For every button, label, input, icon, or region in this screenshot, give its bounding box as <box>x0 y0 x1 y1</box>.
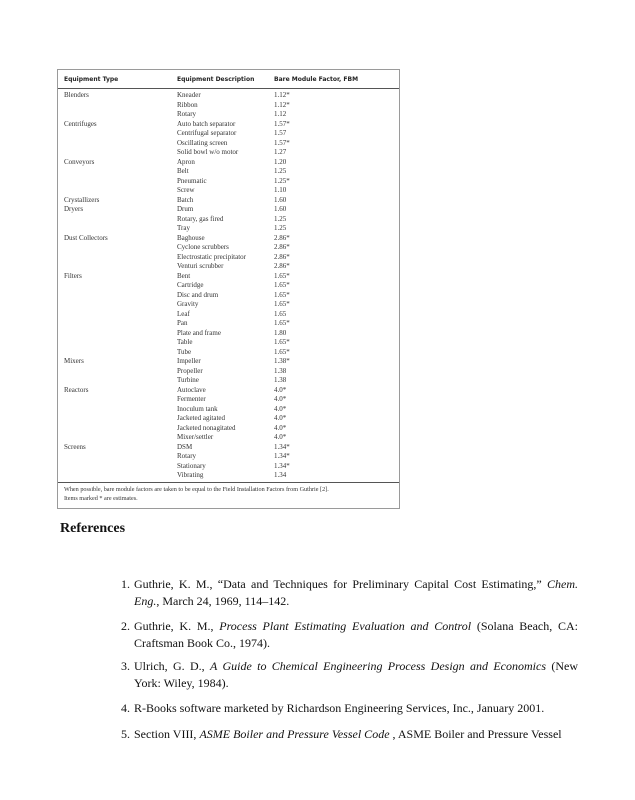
cell-equipment-description: Baghouse <box>177 233 205 242</box>
cell-equipment-description: Solid bowl w/o motor <box>177 148 239 156</box>
table-row <box>58 319 399 329</box>
table-row <box>58 376 399 386</box>
reference-item <box>121 700 578 717</box>
cell-equipment-description: Oscillating screen <box>177 138 228 147</box>
table-row <box>58 395 399 405</box>
cell-bare-module-factor: 1.65* <box>274 290 290 299</box>
table-row <box>58 91 399 101</box>
cell-equipment-type: Screens <box>64 442 86 451</box>
reference-title-italic: A Guide to Chemical Engineering Process Design and Economics <box>210 659 547 673</box>
table-row <box>58 101 399 111</box>
table-footnote <box>58 482 399 503</box>
cell-bare-module-factor: 1.12* <box>274 100 290 109</box>
reference-item <box>121 618 578 652</box>
cell-equipment-description: Autoclave <box>177 385 206 394</box>
reference-text-part: Section VIII, <box>134 727 200 741</box>
reference-text <box>121 576 578 610</box>
table-row <box>58 243 399 253</box>
table-row <box>58 433 399 443</box>
table-row <box>58 462 399 472</box>
cell-equipment-description: Auto batch separator <box>177 119 236 128</box>
table-row <box>58 424 399 434</box>
table-row <box>58 443 399 453</box>
cell-bare-module-factor: 1.25 <box>274 224 287 232</box>
cell-bare-module-factor: 1.34 <box>274 471 287 479</box>
cell-bare-module-factor: 1.80 <box>274 328 287 337</box>
table-row <box>58 471 399 481</box>
table-row <box>58 272 399 282</box>
cell-equipment-description: Electrostatic precipitator <box>177 252 246 261</box>
cell-bare-module-factor: 2.86* <box>274 252 290 261</box>
table-row <box>58 167 399 177</box>
cell-equipment-description: Drum <box>177 205 194 213</box>
cell-bare-module-factor: 1.65* <box>274 300 290 308</box>
cell-bare-module-factor: 4.0* <box>274 404 287 413</box>
cell-equipment-description: Inoculum tank <box>177 404 218 413</box>
cell-equipment-type: Crystallizers <box>64 195 100 204</box>
cell-bare-module-factor: 1.57* <box>274 138 290 147</box>
table-row <box>58 310 399 320</box>
cell-equipment-description: Cartridge <box>177 281 204 289</box>
cell-equipment-type: Filters <box>64 271 82 280</box>
cell-equipment-description: Bent <box>177 271 191 280</box>
table-row <box>58 139 399 149</box>
cell-equipment-description: Vibrating <box>177 471 204 479</box>
cell-equipment-description: Ribbon <box>177 100 198 109</box>
cell-bare-module-factor: 4.0* <box>274 433 287 441</box>
cell-equipment-type: Centrifuges <box>64 119 97 128</box>
header-equipment-type: Equipment Type <box>64 76 119 83</box>
footnote-line: When possible, bare module factors are taken to be equal to the Field Installation Factors from Guthrie [2]. <box>64 486 329 493</box>
table-row <box>58 357 399 367</box>
cell-bare-module-factor: 1.65* <box>274 347 290 356</box>
table-row <box>58 129 399 139</box>
table-row <box>58 329 399 339</box>
cell-equipment-type: Blenders <box>64 91 89 99</box>
cell-equipment-description: Plate and frame <box>177 328 221 337</box>
table-row <box>58 110 399 120</box>
table-row <box>58 386 399 396</box>
cell-equipment-description: Tube <box>177 347 192 356</box>
cell-bare-module-factor: 1.65* <box>274 281 290 289</box>
table-row <box>58 148 399 158</box>
reference-text <box>121 658 578 692</box>
table-row <box>58 224 399 234</box>
cell-bare-module-factor: 1.38 <box>274 366 287 375</box>
cell-equipment-description: Screw <box>177 186 195 194</box>
cell-bare-module-factor: 1.10 <box>274 186 287 194</box>
cell-equipment-description: Turbine <box>177 376 199 384</box>
cell-bare-module-factor: 1.38* <box>274 357 290 365</box>
reference-text-part: (Solana Beach, CA: Craftsman Book Co., 1974). <box>134 619 578 650</box>
reference-title-italic: Process Plant Estimating Evaluation and Control <box>219 619 472 633</box>
table-row <box>58 338 399 348</box>
table-row <box>58 177 399 187</box>
reference-text-part: R-Books software marketed by Richardson Engineering Services, Inc., January 2001. <box>134 701 545 715</box>
cell-equipment-type: Mixers <box>64 357 84 365</box>
table-body <box>58 91 399 481</box>
cell-equipment-description: Stationary <box>177 461 206 470</box>
cell-bare-module-factor: 1.12 <box>274 110 287 118</box>
cell-equipment-description: Gravity <box>177 300 199 308</box>
reference-text-part: , March 24, 1969, 114–142. <box>156 594 290 608</box>
reference-text-part: Guthrie, K. M., <box>134 619 220 633</box>
reference-title-italic: Chem. Eng. <box>134 577 578 608</box>
cell-equipment-description: Kneader <box>177 91 201 99</box>
cell-equipment-description: Centrifugal separator <box>177 129 237 137</box>
cell-equipment-description: Tray <box>177 224 190 232</box>
reference-text <box>121 618 578 652</box>
reference-item <box>121 726 578 743</box>
table-row <box>58 120 399 130</box>
cell-bare-module-factor: 1.38 <box>274 376 287 384</box>
table-row <box>58 158 399 168</box>
cell-bare-module-factor: 4.0* <box>274 395 287 403</box>
cell-bare-module-factor: 4.0* <box>274 385 287 394</box>
reference-item <box>121 658 578 692</box>
cell-bare-module-factor: 4.0* <box>274 423 287 432</box>
cell-bare-module-factor: 1.60 <box>274 195 287 204</box>
table-row <box>58 348 399 358</box>
table-row <box>58 414 399 424</box>
cell-equipment-type: Dryers <box>64 205 84 213</box>
cell-equipment-description: Cyclone scrubbers <box>177 243 229 251</box>
cell-equipment-description: Jacketed nonagitated <box>177 423 236 432</box>
table-row <box>58 291 399 301</box>
cell-bare-module-factor: 1.25 <box>274 214 287 223</box>
cell-equipment-description: Propeller <box>177 366 203 375</box>
cell-bare-module-factor: 1.12* <box>274 91 290 99</box>
cell-equipment-description: Pan <box>177 319 188 327</box>
reference-number: 2. <box>121 619 130 633</box>
reference-text <box>121 700 578 717</box>
reference-number: 5. <box>121 727 130 741</box>
reference-text <box>121 726 578 743</box>
reference-title-italic: ASME Boiler and Pressure Vessel Code <box>199 727 390 741</box>
table-row <box>58 452 399 462</box>
table-row <box>58 300 399 310</box>
cell-equipment-description: Rotary <box>177 452 197 460</box>
header-bare-module-factor: Bare Module Factor, FBM <box>274 76 359 83</box>
table-row <box>58 215 399 225</box>
bare-module-factor-table <box>57 69 400 509</box>
cell-equipment-description: Rotary <box>177 110 197 118</box>
reference-text-part: (New York: Wiley, 1984). <box>134 659 579 690</box>
table-row <box>58 367 399 377</box>
cell-equipment-type: Conveyors <box>64 157 95 166</box>
reference-text-part: Ulrich, G. D., <box>134 659 211 673</box>
cell-bare-module-factor: 1.25* <box>274 176 290 185</box>
cell-bare-module-factor: 1.65 <box>274 309 287 318</box>
header-equipment-description: Equipment Description <box>177 76 255 83</box>
cell-bare-module-factor: 1.57 <box>274 129 287 137</box>
cell-bare-module-factor: 1.34* <box>274 452 290 460</box>
cell-equipment-description: Fermenter <box>177 395 206 403</box>
cell-equipment-description: Rotary, gas fired <box>177 214 224 223</box>
reference-item <box>121 576 578 610</box>
footnote-line: Items marked * are estimates. <box>64 495 138 502</box>
cell-bare-module-factor: 1.27 <box>274 148 287 156</box>
table-row <box>58 205 399 215</box>
cell-equipment-description: Venturi scrubber <box>177 262 224 270</box>
cell-equipment-description: Leaf <box>177 309 190 318</box>
cell-equipment-description: Mixer/settler <box>177 433 214 441</box>
cell-bare-module-factor: 2.86* <box>274 233 290 242</box>
table-row <box>58 234 399 244</box>
cell-bare-module-factor: 1.20 <box>274 157 287 166</box>
table-row <box>58 186 399 196</box>
table-row <box>58 262 399 272</box>
cell-equipment-description: Pneumatic <box>177 176 207 185</box>
cell-equipment-description: DSM <box>177 442 193 451</box>
cell-bare-module-factor: 2.86* <box>274 243 290 251</box>
cell-equipment-description: Batch <box>177 195 194 204</box>
cell-bare-module-factor: 1.65* <box>274 338 290 346</box>
reference-text-part: , ASME Boiler and Pressure Vessel <box>389 727 562 741</box>
cell-bare-module-factor: 1.34* <box>274 442 290 451</box>
references-heading: References <box>60 521 126 536</box>
cell-bare-module-factor: 1.65* <box>274 319 290 327</box>
cell-equipment-description: Belt <box>177 167 189 175</box>
cell-bare-module-factor: 1.57* <box>274 119 290 128</box>
table-row <box>58 196 399 206</box>
cell-equipment-type: Dust Collectors <box>64 233 108 242</box>
reference-number: 4. <box>121 701 130 715</box>
cell-equipment-description: Apron <box>177 157 195 166</box>
cell-equipment-description: Disc and drum <box>177 290 219 299</box>
cell-bare-module-factor: 1.34* <box>274 461 290 470</box>
reference-text-part: Guthrie, K. M., “Data and Techniques for Preliminary Capital Cost Estimating,” <box>134 577 547 591</box>
reference-number: 3. <box>121 659 130 673</box>
table-header <box>58 70 399 89</box>
cell-bare-module-factor: 4.0* <box>274 414 287 422</box>
table-row <box>58 405 399 415</box>
reference-number: 1. <box>121 577 130 591</box>
cell-equipment-description: Impeller <box>177 357 201 365</box>
cell-bare-module-factor: 1.60 <box>274 205 287 213</box>
table-row <box>58 281 399 291</box>
cell-bare-module-factor: 1.25 <box>274 167 287 175</box>
cell-bare-module-factor: 2.86* <box>274 262 290 270</box>
cell-bare-module-factor: 1.65* <box>274 271 290 280</box>
cell-equipment-type: Reactors <box>64 385 89 394</box>
table-row <box>58 253 399 263</box>
cell-equipment-description: Table <box>177 338 193 346</box>
cell-equipment-description: Jacketed agitated <box>177 414 226 422</box>
